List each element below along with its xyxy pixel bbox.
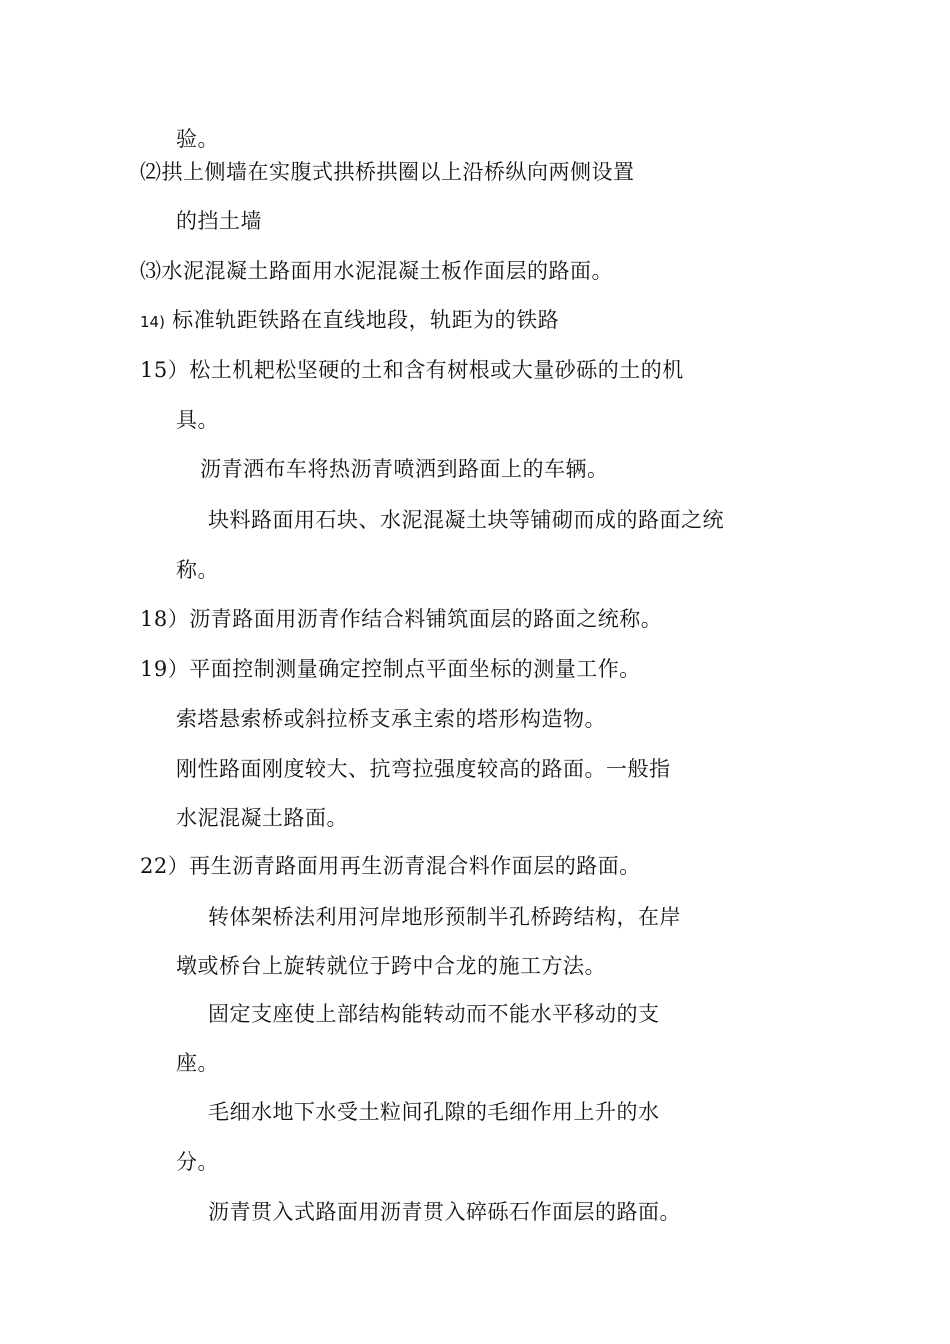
text-line: 具。 — [176, 408, 219, 432]
text-line: 座。 — [176, 1051, 219, 1075]
text-line-item-14 — [140, 307, 559, 335]
item-number: 14) — [140, 313, 165, 331]
text-line: 验。 — [176, 127, 219, 151]
text-line: ⑶水泥混凝土路面用水泥混凝土板作面层的路面。 — [140, 259, 613, 283]
text-line: 固定支座使上部结构能转动而不能水平移动的支 — [208, 1002, 660, 1026]
text-line: 索塔悬索桥或斜拉桥支承主索的塔形构造物。 — [176, 707, 606, 731]
text-line: 沥青洒布车将热沥青喷洒到路面上的车辆。 — [200, 457, 609, 481]
text-line: 块料路面用石块、水泥混凝土块等铺砌而成的路面之统 — [208, 508, 724, 532]
text-line: 称。 — [176, 558, 219, 582]
text-line: 22）再生沥青路面用再生沥青混合料作面层的路面。 — [140, 854, 641, 878]
text-line: 转体架桥法利用河岸地形预制半孔桥跨结构，在岸 — [208, 905, 681, 929]
text-line: 墩或桥台上旋转就位于跨中合龙的施工方法。 — [176, 954, 606, 978]
text-line: 的挡土墙 — [176, 209, 262, 233]
item-text: 标准轨距铁路在直线地段，轨距为的铁路 — [172, 308, 560, 332]
text-line: 毛细水地下水受土粒间孔隙的毛细作用上升的水 — [208, 1100, 660, 1124]
text-line: 沥青贯入式路面用沥青贯入碎砾石作面层的路面。 — [208, 1200, 681, 1224]
text-line: ⑵拱上侧墙在实腹式拱桥拱圈以上沿桥纵向两侧设置 — [140, 160, 635, 184]
text-line: 15）松土机耙松坚硬的土和含有树根或大量砂砾的土的机 — [140, 358, 684, 382]
text-line: 18）沥青路面用沥青作结合料铺筑面层的路面之统称。 — [140, 607, 663, 631]
text-line: 19）平面控制测量确定控制点平面坐标的测量工作。 — [140, 657, 641, 681]
text-line: 水泥混凝土路面。 — [176, 806, 348, 830]
text-line: 刚性路面刚度较大、抗弯拉强度较高的路面。一般指 — [176, 757, 671, 781]
text-line: 分。 — [176, 1150, 219, 1174]
